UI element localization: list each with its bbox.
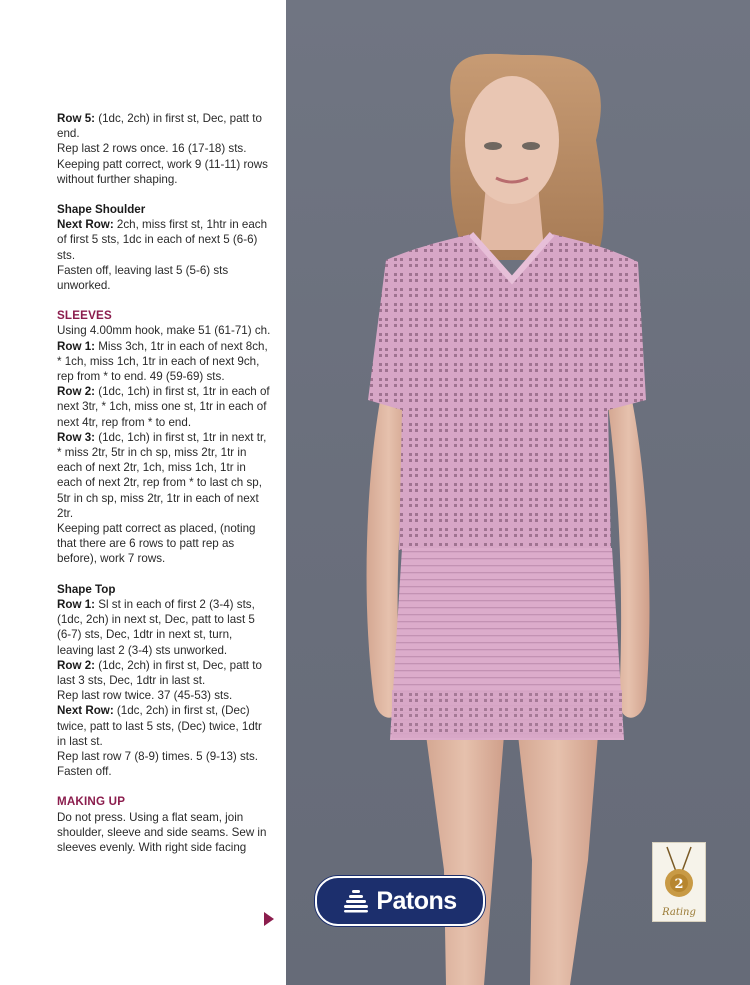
shape-top-row-2: Row 2: (1dc, 2ch) in first st, Dec, patt to last 3 sts, Dec, 1dtr in last st.: [57, 658, 262, 687]
next-page-arrow-icon[interactable]: [264, 912, 274, 926]
rating-value: 2: [674, 877, 684, 892]
repeat-times-instruction: Rep last row 7 (8-9) times. 5 (9-13) sts.: [57, 749, 259, 763]
shape-top-row-1: Row 1: Sl st in each of first 2 (3-4) sts, (1dc, 2ch) in next st, Dec, patt to last 5 (6-7) sts, Dec, 1dtr in next st, turn, leaving last 2 (3-4) sts unworked.: [57, 597, 255, 657]
making-up-heading: MAKING UP: [57, 795, 126, 809]
keeping-pattern-instruction: Keeping patt correct, work 9 (11-11) rows without further shaping.: [57, 157, 268, 186]
fasten-off-instruction: Fasten off, leaving last 5 (5-6) sts unworked.: [57, 263, 229, 293]
model-face: [465, 76, 559, 204]
sleeves-intro: Using 4.00mm hook, make 51 (61-71) ch.: [57, 324, 271, 338]
sleeves-heading: SLEEVES: [57, 309, 112, 323]
model-legs: [426, 735, 598, 985]
shape-top-next-row: Next Row: (1dc, 2ch) in first st, (Dec) twice, patt to last 5 sts, (Dec) twice, 1dtr in last st.: [57, 704, 262, 748]
sleeves-keeping-instruction: Keeping patt correct as placed, (noting that there are 6 rows to patt rep as before), work 7 rows.: [57, 522, 256, 566]
fasten-off-final: Fasten off.: [57, 765, 112, 779]
patons-logo: [315, 876, 485, 926]
repeat-instruction: Rep last 2 rows once. 16 (17-18) sts.: [57, 142, 247, 156]
crochet-top: [368, 234, 646, 550]
model-photo: [286, 0, 750, 985]
instruction-column: [0, 0, 286, 985]
sleeves-row-1: Row 1: Miss 3ch, 1tr in each of next 8ch, * 1ch, miss 1ch, 1tr in each of next 9ch, rep from * to end. 49 (59-69) sts.: [57, 339, 268, 384]
shape-shoulder-heading: Shape Shoulder: [57, 203, 146, 217]
crochet-skirt: [390, 548, 624, 740]
next-row-instruction: Next Row: 2ch, miss first st, 1htr in each of first 5 sts, 1dc in each of next 5 (6-6) sts.: [57, 218, 268, 262]
making-up-text: Do not press. Using a flat seam, join shoulder, sleeve and side seams. Sew in sleeves evenly. With right side facing: [57, 810, 267, 854]
yarn-ball-icon: [653, 843, 705, 903]
sleeves-row-2: Row 2: (1dc, 1ch) in first st, 1tr in each of next 3tr, * 1ch, miss one st, 1tr in each of next 4tr, rep from * to end.: [57, 385, 270, 429]
row-5-instruction: Row 5: (1dc, 2ch) in first st, Dec, patt to end.: [57, 112, 262, 141]
repeat-twice-instruction: Rep last row twice. 37 (45-53) sts.: [57, 689, 233, 703]
rating-label: Rating: [662, 907, 696, 918]
row-label: Row 5:: [57, 112, 96, 125]
sleeves-row-3: Row 3: (1dc, 1ch) in first st, 1tr in next tr, * miss 2tr, 5tr in ch sp, miss 2tr, 1tr in each of next 2tr, 1ch, miss 1ch, 1tr in each of next 2tr, rep from * to last ch sp, 5tr in ch sp, miss 2tr, 1tr in each of next 2tr.: [57, 430, 267, 520]
shape-top-heading: Shape Top: [57, 582, 116, 596]
logo-text: Patons: [376, 886, 457, 915]
difficulty-rating-badge: [652, 842, 706, 922]
patons-logo-mark-icon: [343, 888, 369, 914]
pattern-instructions: [57, 111, 272, 855]
